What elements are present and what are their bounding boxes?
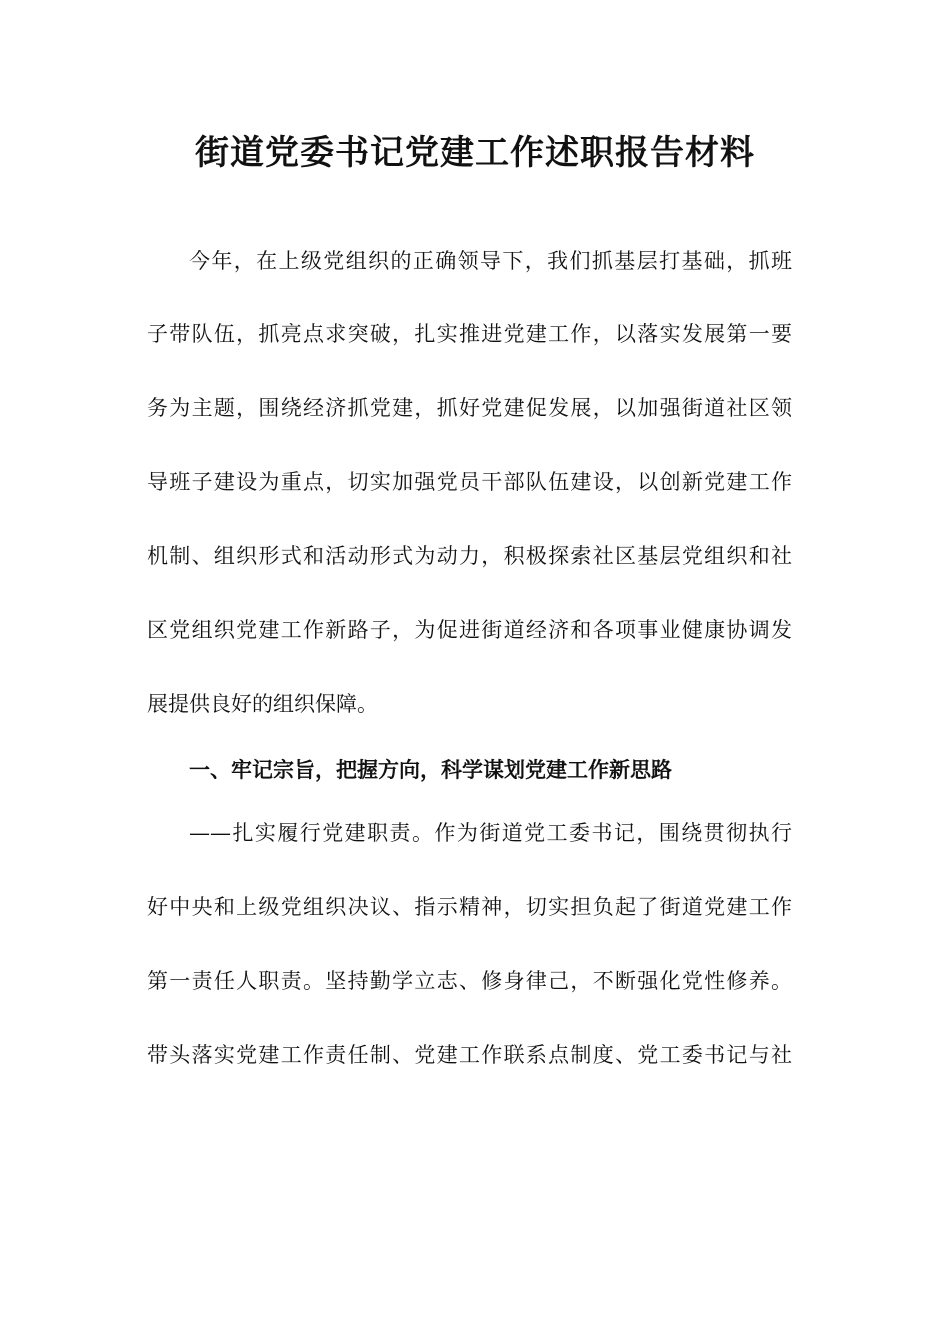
paragraph-2-line-4: 带头落实党建工作责任制、党建工作联系点制度、党工委书记与社 xyxy=(147,1043,792,1067)
paragraph-1-line-7: 展提供良好的组织保障。 xyxy=(147,692,378,716)
document-title: 街道党委书记党建工作述职报告材料 xyxy=(195,133,755,173)
paragraph-1-line-4: 导班子建设为重点，切实加强党员干部队伍建设，以创新党建工作 xyxy=(147,470,792,494)
section-heading-1: 一、牢记宗旨，把握方向，科学谋划党建工作新思路 xyxy=(189,757,672,782)
paragraph-2-line-3: 第一责任人职责。坚持勤学立志、修身律己，不断强化党性修养。 xyxy=(147,969,792,993)
paragraph-1-line-3: 务为主题，围绕经济抓党建，抓好党建促发展，以加强街道社区领 xyxy=(147,396,792,420)
paragraph-1-line-6: 区党组织党建工作新路子，为促进街道经济和各项事业健康协调发 xyxy=(147,618,792,642)
paragraph-1-line-5: 机制、组织形式和活动形式为动力，积极探索社区基层党组织和社 xyxy=(147,544,792,568)
paragraph-2-line-2: 好中央和上级党组织决议、指示精神，切实担负起了街道党建工作 xyxy=(147,895,792,919)
paragraph-1-line-1: 今年，在上级党组织的正确领导下，我们抓基层打基础，抓班 xyxy=(189,249,792,273)
paragraph-1-line-2: 子带队伍，抓亮点求突破，扎实推进党建工作，以落实发展第一要 xyxy=(147,322,792,346)
paragraph-2-line-1: ——扎实履行党建职责。作为街道党工委书记，围绕贯彻执行 xyxy=(189,821,792,845)
